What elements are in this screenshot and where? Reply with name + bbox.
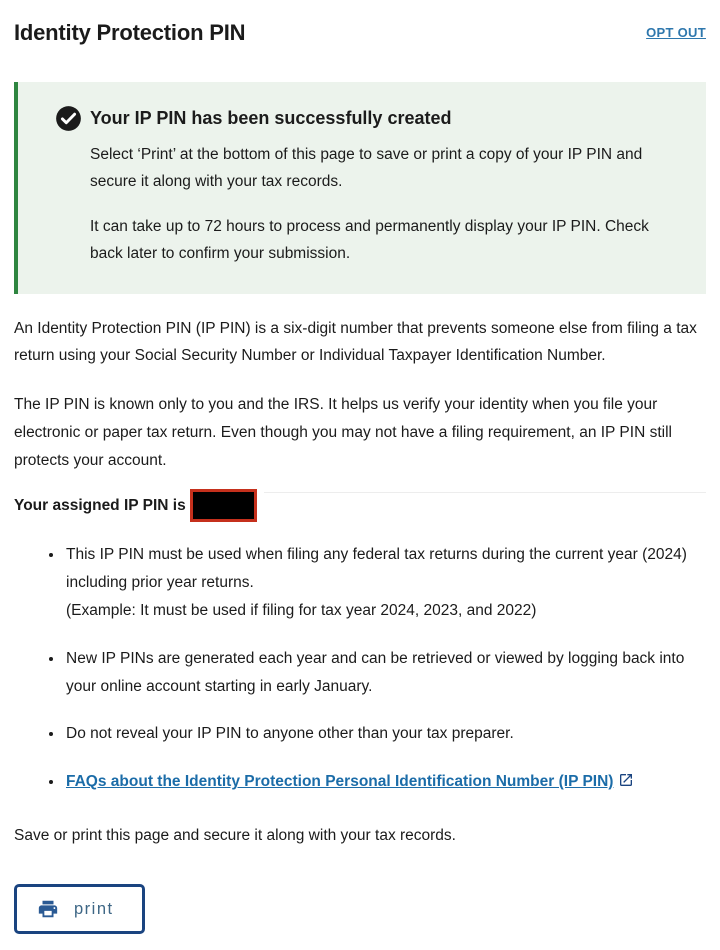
success-alert <box>14 82 706 294</box>
alert-paragraph: It can take up to 72 hours to process and permanently display your IP PIN. Check back later to confirm your submission. <box>90 218 649 263</box>
intro-paragraph: The IP PIN is known only to you and the IRS. It helps us verify your identity when you file your electronic or paper tax return. Even though you may not have a filing requirement, an IP PIN still protects your account. <box>14 396 672 470</box>
list-item <box>64 768 706 796</box>
print-button-label: print <box>74 899 114 918</box>
external-link-icon[interactable] <box>618 770 634 786</box>
redacted-pin-value <box>190 489 257 522</box>
page-title: Identity Protection PIN <box>14 20 246 45</box>
intro-paragraph: An Identity Protection PIN (IP PIN) is a six-digit number that prevents someone else from filing a tax return using your Social Security Number or Individual Taxpayer Identification Number. <box>14 319 697 365</box>
list-item-text: • Do not reveal your IP PIN to anyone other than your tax preparer. <box>66 725 514 743</box>
list-item-text: • New IP PINs are generated each year and can be retrieved or viewed by logging back into your online account starting in early January. <box>66 649 685 695</box>
print-button[interactable] <box>14 884 145 934</box>
alert-paragraph: Select ‘Print’ at the bottom of this page to save or print a copy of your IP PIN and secure it along with your tax records. <box>90 146 643 191</box>
list-item-text: • This IP PIN must be used when filing any federal tax returns during the current year (2024) including prior year returns. <box>66 545 687 591</box>
pin-info-list <box>14 541 706 796</box>
list-item <box>64 645 706 701</box>
assigned-pin-label: Your assigned IP PIN is <box>14 497 190 515</box>
check-circle-icon <box>55 105 82 132</box>
list-item <box>64 541 706 625</box>
list-item-example: (Example: It must be used if filing for tax year 2024, 2023, and 2022) <box>66 601 537 619</box>
printer-icon <box>37 898 59 920</box>
opt-out-link[interactable]: OPT OUT <box>646 25 706 40</box>
list-item <box>64 720 706 748</box>
assigned-pin-row <box>14 489 706 523</box>
divider <box>264 492 706 493</box>
alert-title: Your IP PIN has been successfully created <box>90 108 452 128</box>
page-header <box>14 20 706 46</box>
save-note: Save or print this page and secure it along with your tax records. <box>14 827 456 845</box>
faq-link[interactable]: FAQs about the Identity Protection Personal Identification Number (IP PIN) <box>66 773 614 791</box>
